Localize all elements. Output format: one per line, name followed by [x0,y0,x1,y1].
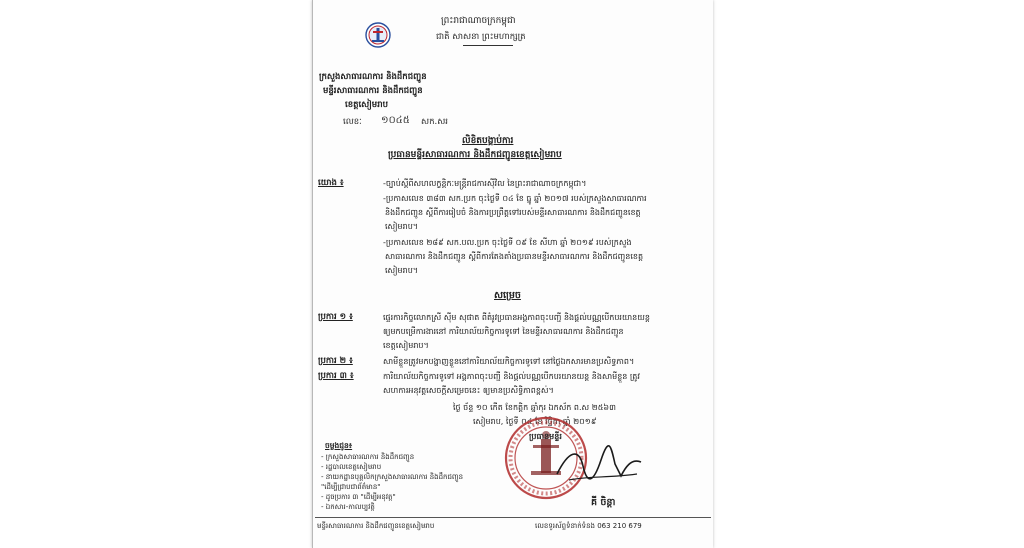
article-text: សាមីខ្លួនត្រូវមកបង្ហាញខ្លួននៅការិយាល័យកិច្ចការទូទៅ នៅថ្ងៃឯកសារមានប្រសិទ្ធភាព។ [383,357,635,366]
references-label: យោង ៖ [318,178,344,188]
cc-item: - ដូចប្រការ ៣ "ដើម្បីអនុវត្ត" [321,493,396,501]
kingdom-heading: ព្រះរាជាណាចក្រកម្ពុជា [441,16,516,26]
article-label: ប្រការ ៣ ៖ [318,371,354,381]
footer-address: មន្ទីរសាធារណការ និងដឹកជញ្ជូនខេត្តសៀមរាប [317,522,435,530]
stamp-title: ប្រធានមន្ទីរ [529,432,562,441]
decision-heading: សម្រេច [494,290,521,301]
motto-underline [463,45,513,46]
reference-item: -ប្រកាសលេខ ៣៨៣ សក.ប្រក ចុះថ្ងៃទី ០៤ ខែ ធ្នូ ឆ្នាំ ២០១៧ របស់ក្រសួងសាធារណការ [383,194,647,203]
reference-item: សៀមរាប។ [385,266,419,275]
ministry-logo [365,22,391,48]
lunar-date: ថ្ងៃ ច័ន្ទ ១០ កើត ខែកត្តិក ឆ្នាំកុរ ឯកស័ក ព.ស ២៥៦៣ [453,403,616,412]
article-text: ផ្ទេរការកិច្ចលោកស្រី ស៊ីម សុផាត ពីតំរូវប្រធានអង្គភាពចុះបញ្ជី និងផ្តល់បណ្ណបើកបរយានយន្ត [383,313,650,322]
document-title: លិខិតបង្គាប់ការ [462,136,514,146]
article-text: ការិយាល័យកិច្ចការទូទៅ អង្គភាពចុះបញ្ជី និងផ្តល់បណ្ណបើកបរយានយន្ត និងសាមីខ្លួន ត្រូវ [383,372,640,381]
footer-phone: លេខទូរស័ព្ទទំនាក់ទំនង 063 210 679 [535,522,642,530]
cc-heading: ចម្លងជូន៖ [325,441,353,450]
handwritten-signature [549,440,649,488]
reference-item: -ប្រកាសលេខ ២៨៩ សក.បល.ប្រក ចុះថ្ងៃទី ០៩ ខែ សីហា ឆ្នាំ ២០១៩ របស់ក្រសួង [383,238,632,247]
article-label: ប្រការ ១ ៖ [318,312,353,322]
article-label: ប្រការ ២ ៖ [318,356,353,366]
footer-rule [315,517,711,518]
cc-item: - ក្រសួងសាធារណការ និងដឹកជញ្ជូន [321,453,415,461]
reference-item: និងដឹកជញ្ជូន ស្តីពីការរៀបចំ និងការប្រព្រឹត្តទៅរបស់មន្ទីរសាធារណការ និងដឹកជញ្ជូនខេត្ត [385,208,641,217]
reference-item: -ច្បាប់ស្តីពីសហលក្ខន្តិកៈមន្ត្រីរាជការស៊ីវិល នៃព្រះរាជាណាចក្រកម្ពុជា។ [383,179,587,188]
province-name: ខេត្តសៀមរាប [345,100,388,110]
solar-date: សៀមរាប, ថ្ងៃទី ០៤ ខែ វិច្ឆិកា ឆ្នាំ ២០១៩ [473,417,597,426]
reference-number: ១០៤៥ [381,115,410,126]
reference-item: សៀមរាប។ [385,222,419,231]
signatory-name: គី ចិន្តា [591,497,616,508]
article-text: ឲ្យមកបម្រើការងារនៅ ការិយាល័យកិច្ចការទូទៅ នៃមន្ទីរសាធារណការ និងដឹកជញ្ជូន [383,327,624,336]
reference-label: លេខៈ [343,117,362,127]
cc-item: - រដ្ឋបាលខេត្តសៀមរាប [321,463,382,471]
ministry-name: ក្រសួងសាធារណការ និងដឹកជញ្ជូន [319,72,427,82]
reference-suffix: សក.សរ [421,117,448,127]
department-name: មន្ទីរសាធារណការ និងដឹកជញ្ជូន [323,86,423,96]
cc-item: - នាយកដ្ឋានបុគ្គលិកក្រសួងសាធារណការ និងដឹកជញ្ជូន [321,473,464,481]
article-text: សហការអនុវត្តសេចក្តីសម្រេចនេះ ឲ្យមានប្រសិទ្ធិភាពខ្ពស់។ [383,386,554,395]
reference-item: សាធារណការ និងដឹកជញ្ជូន ស្តីពីការតែងតាំងប្រធានមន្ទីរសាធារណការ និងដឹកជញ្ជូនខេត្ត [385,252,644,261]
article-text: ខេត្តសៀមរាប។ [383,341,429,350]
document-subtitle: ប្រធានមន្ទីរសាធារណការ និងដឹកជញ្ជូនខេត្តសៀមរាប [388,150,562,160]
cc-item: - ឯកសារ-កាលប្បវត្តិ [321,503,375,511]
national-motto: ជាតិ សាសនា ព្រះមហាក្សត្រ [436,32,526,42]
cc-item: "ដើម្បីជ្រាបជាព័ត៌មាន" [321,483,381,491]
document-page [312,0,713,548]
